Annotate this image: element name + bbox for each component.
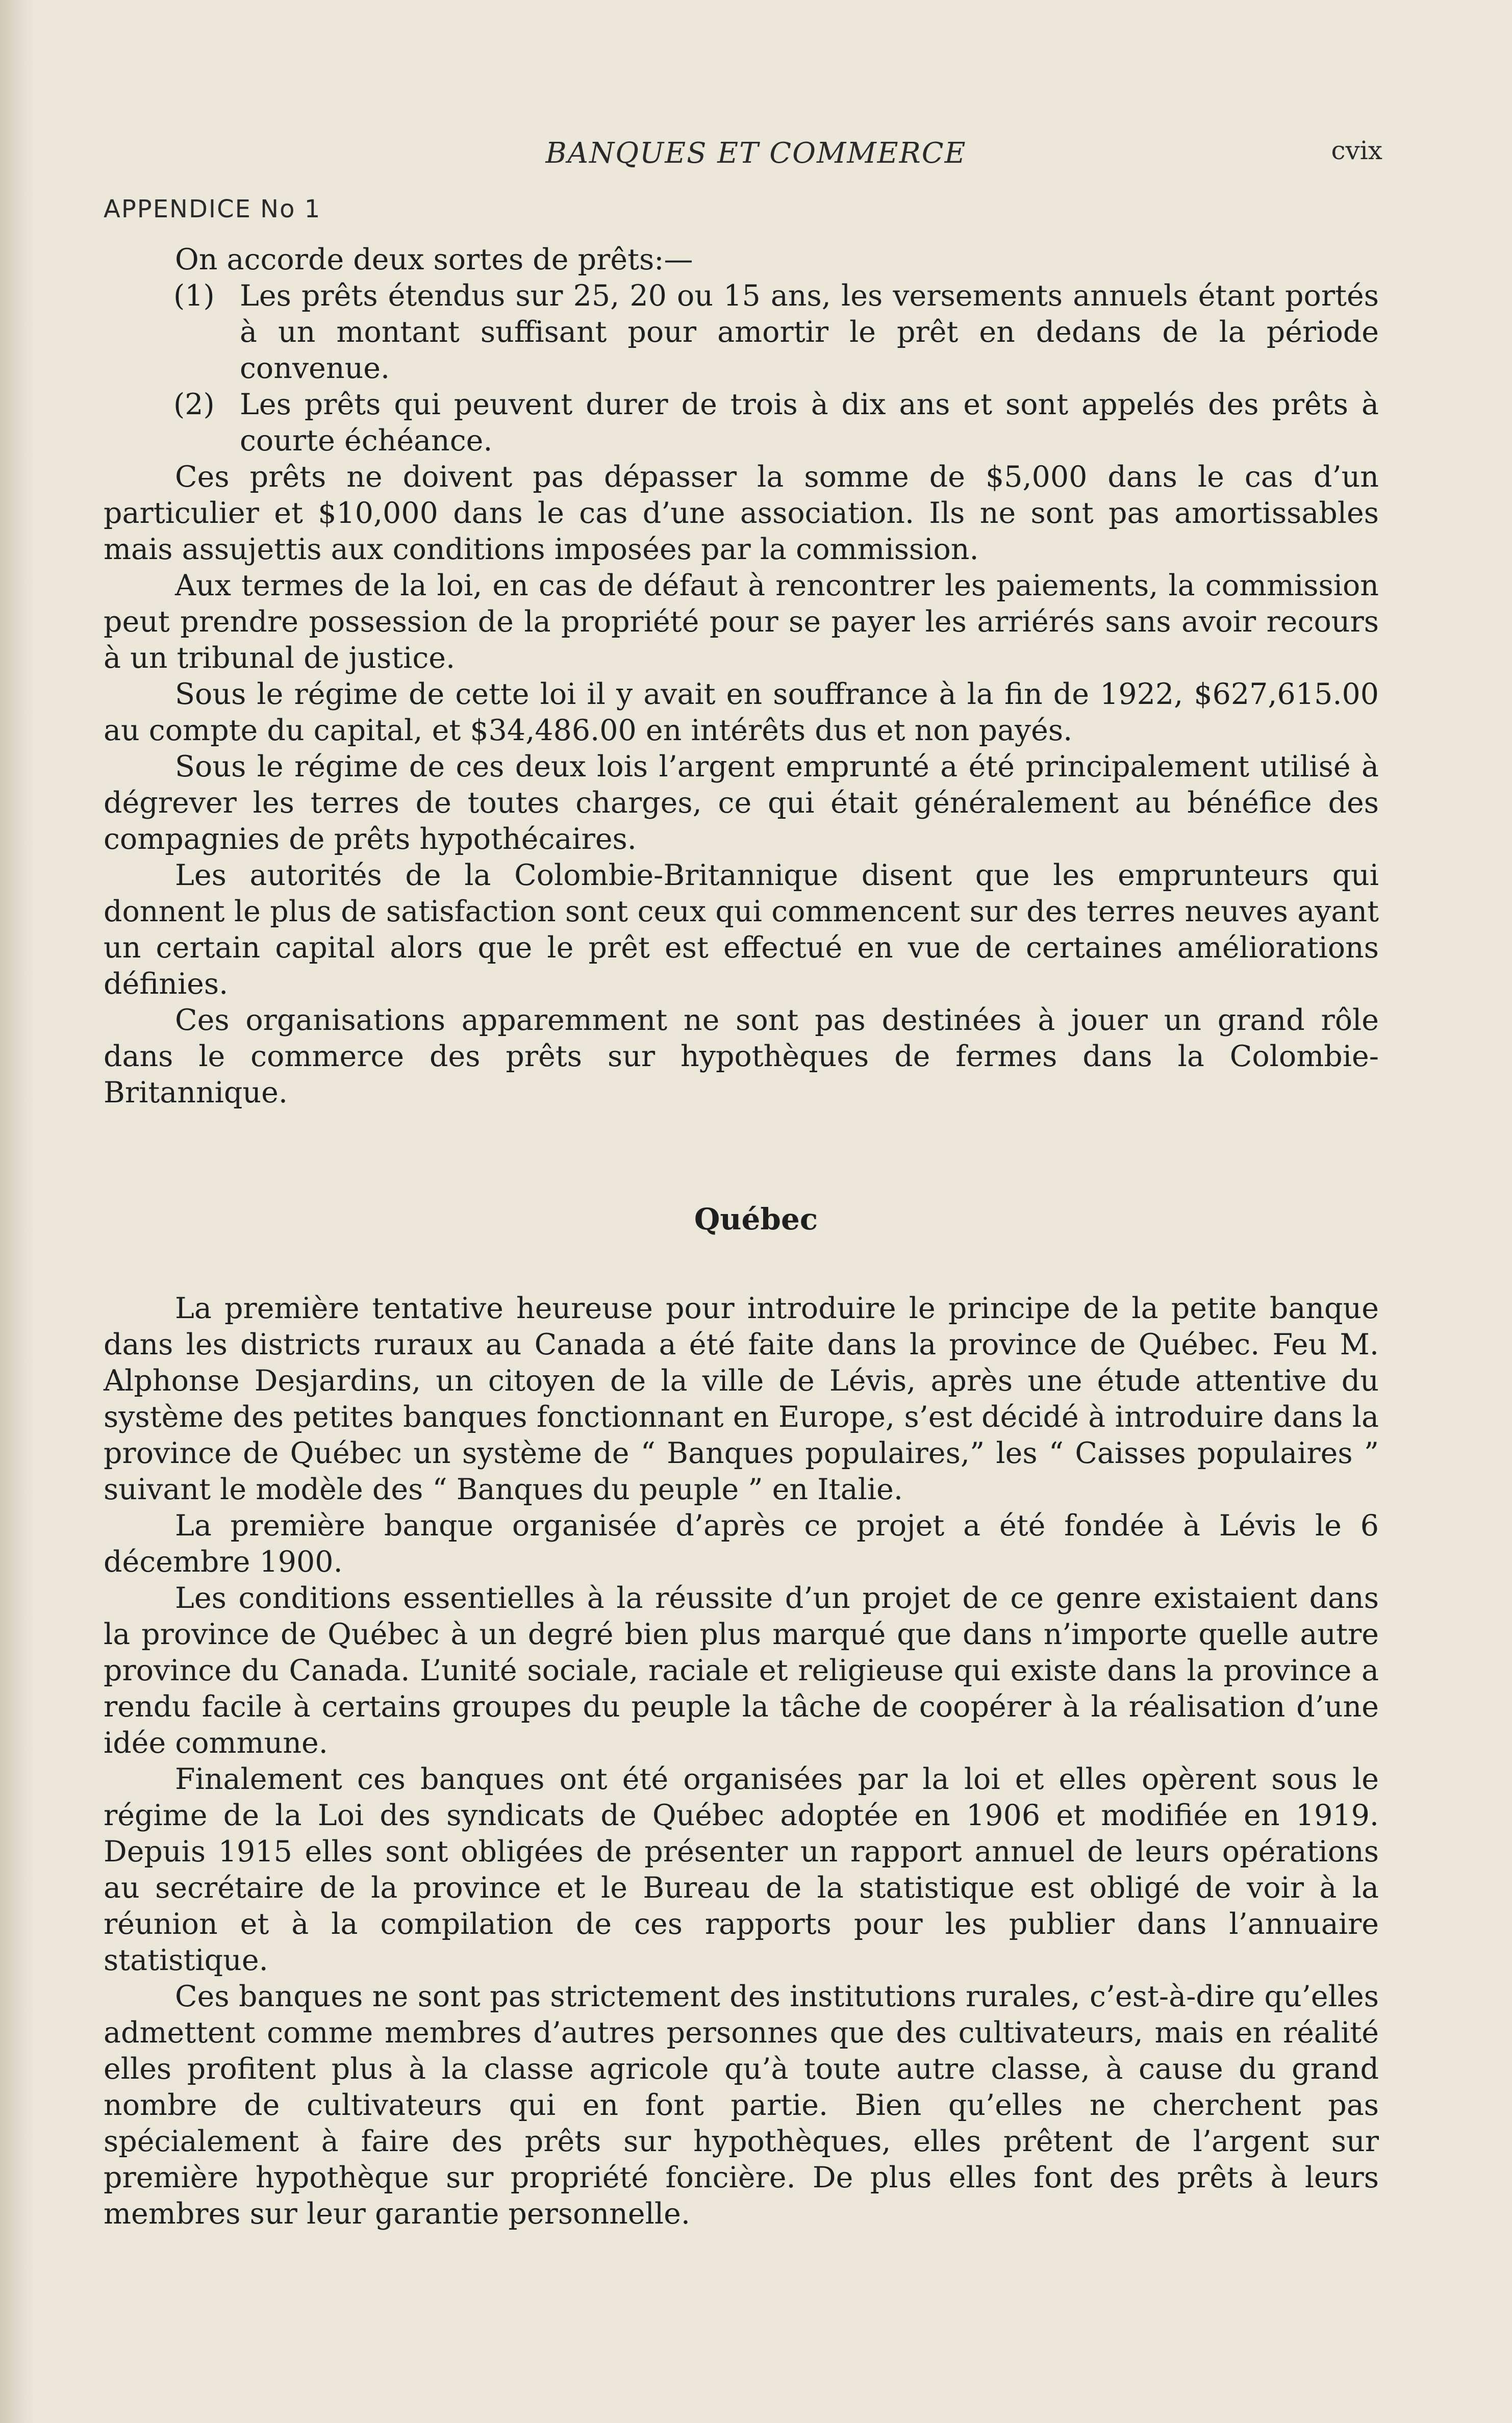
loan-type-item (104, 387, 1379, 459)
paragraph: Finalement ces banques ont été organisées par la loi et elles opèrent sous le régime de la Loi des syndicats de Québec adoptée en 1906 et modifiée en 1919. Depuis 1915 elles sont obligées de présenter un rapport annuel de leurs opérations au secrétaire de la province et le Bureau de la statistique est obligé de voir à la réunion et à la compilation de ces rapports pour les publier dans l’annuaire statistique. (104, 1762, 1379, 1977)
paragraph: Ces banques ne sont pas strictement des institutions rurales, c’est-à-dire qu’elles admettent comme membres d’autres personnes que des cultivateurs, mais en réalité elles profitent plus à la classe agricole qu’à toute autre classe, à cause du grand nombre de cultivateurs qui en font partie. Bien qu’elles ne cherchent pas spécialement à faire des prêts sur hypothèques, elles prêtent de l’argent sur première hypothèque sur propriété foncière. De plus elles font des prêts à leurs membres sur leur garantie personnelle. (104, 1980, 1379, 2231)
british-columbia-section (104, 242, 1379, 1111)
paragraph: Sous le régime de ces deux lois l’argent emprunté a été principalement utilisé à dégrever les terres de toutes charges, ce qui était généralement au bénéfice des compagnies de prêts hypothécaires. (104, 750, 1379, 856)
section-heading-quebec: Québec (694, 1202, 818, 1236)
paragraph: La première banque organisée d’après ce projet a été fondée à Lévis le 6 décembre 1900. (104, 1509, 1379, 1579)
paragraph: Les autorités de la Colombie-Britannique disent que les emprunteurs qui donnent le plus de satisfaction sont ceux qui commencent sur des terres neuves ayant un certain capital alors que le prêt est effectué en vue de certaines améliorations définies. (104, 859, 1379, 1001)
list-text: Les prêts étendus sur 25, 20 ou 15 ans, les versements annuels étant portés à un montant suffisant pour amortir le prêt en dedans de la période convenue. (240, 279, 1379, 385)
list-number: (2) (173, 388, 215, 421)
paragraph: Ces prêts ne doivent pas dépasser la somme de $5,000 dans le cas d’un particulier et $10,000 dans le cas d’une association. Ils ne sont pas amortissables mais assujettis aux conditions imposées par la commission. (104, 460, 1379, 566)
list-text: Les prêts qui peuvent durer de trois à dix ans et sont appelés des prêts à courte échéance. (240, 388, 1379, 458)
loan-types-intro: On accorde deux sortes de prêts:— (175, 243, 693, 276)
paragraph: Ces organisations apparemment ne sont pas destinées à jouer un grand rôle dans le commerce des prêts sur hypothèques de fermes dans la Colombie-Britannique. (104, 1003, 1379, 1109)
page-number: cvix (1331, 136, 1382, 165)
paragraph: Les conditions essentielles à la réussite d’un projet de ce genre existaient dans la province de Québec à un degré bien plus marqué que dans n’importe quelle autre province du Canada. L’unité sociale, raciale et religieuse qui existe dans la province a rendu facile à certains groupes du peuple la tâche de coopérer à la réalisation d’une idée commune. (104, 1581, 1379, 1760)
running-title: BANQUES ET COMMERCE (545, 137, 967, 170)
loan-type-item (104, 278, 1379, 387)
quebec-section (104, 1291, 1379, 2232)
appendix-label: APPENDICE No 1 (104, 195, 321, 223)
paragraph: La première tentative heureuse pour introduire le principe de la petite banque dans les districts ruraux au Canada a été faite dans la province de Québec. Feu M. Alphonse Desjardins, un citoyen de la ville de Lévis, après une étude attentive du système des petites banques fonctionnant en Europe, s’est décidé à introduire dans la province de Québec un système de “ Banques populaires,” les “ Caisses populaires ” suivant le modèle des “ Banques du peuple ” en Italie. (104, 1292, 1379, 1506)
paragraph: Sous le régime de cette loi il y avait en souffrance à la fin de 1922, $627,615.00 au compte du capital, et $34,486.00 en intérêts dus et non payés. (104, 677, 1379, 747)
paragraph: Aux termes de la loi, en cas de défaut à rencontrer les paiements, la commission peut prendre possession de la propriété pour se payer les arriérés sans avoir recours à un tribunal de justice. (104, 569, 1379, 675)
list-number: (1) (173, 279, 215, 313)
